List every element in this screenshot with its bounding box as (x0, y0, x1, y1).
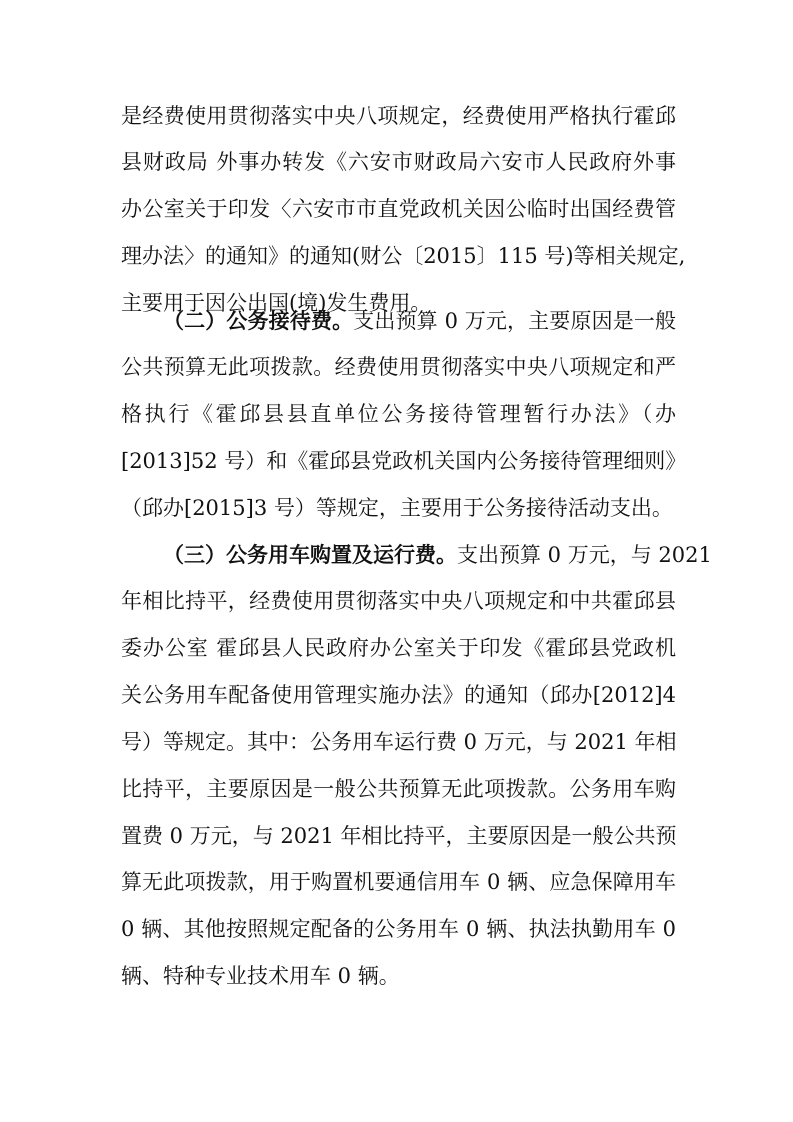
body-line: 格执行《霍邱县县直单位公务接待管理暂行办法》（办 (121, 402, 676, 426)
body-line: 主要用于因公出国(境)发生费用。 (121, 291, 432, 315)
section-three-heading: （三）公务用车购置及运行费。 (163, 542, 457, 567)
section-three-first-line (163, 536, 712, 574)
body-line: 置费 0 万元，与 2021 年相比持平，主要原因是一般公共预 (121, 824, 677, 848)
body-line: 委办公室 霍邱县人民政府办公室关于印发《霍邱县党政机 (121, 636, 676, 660)
body-line: [2013]52 号）和《霍邱县党政机关国内公务接待管理细则》 (121, 449, 687, 473)
body-line: 辆、特种专业技术用车 0 辆。 (121, 964, 400, 988)
section-two-text: 支出预算 0 万元，主要原因是一般 (353, 309, 676, 333)
section-two-first-line (163, 302, 676, 340)
body-line: 比持平，主要原因是一般公共预算无此项拨款。公务用车购 (121, 777, 676, 801)
body-line: 是经费使用贯彻落实中央八项规定，经费使用严格执行霍邱 (121, 104, 676, 128)
section-three-text: 支出预算 0 万元，与 2021 (457, 543, 712, 567)
body-line: （邱办[2015]3 号）等规定，主要用于公务接待活动支出。 (121, 496, 673, 520)
body-line: 公共预算无此项拨款。经费使用贯彻落实中央八项规定和严 (121, 355, 676, 379)
body-line: 理办法〉的通知》的通知(财公〔2015〕115 号)等相关规定, (121, 244, 686, 268)
body-line: 0 辆、其他按照规定配备的公务用车 0 辆、执法执勤用车 0 (121, 917, 676, 941)
body-line: 县财政局 外事办转发《六安市财政局六安市人民政府外事 (121, 150, 676, 174)
section-two-heading: （二）公务接待费。 (163, 308, 354, 333)
body-line: 年相比持平，经费使用贯彻落实中央八项规定和中共霍邱县 (121, 589, 676, 613)
body-line: 办公室关于印发〈六安市市直党政机关因公临时出国经费管 (121, 197, 676, 221)
body-line: 号）等规定。其中：公务用车运行费 0 万元，与 2021 年相 (121, 730, 677, 754)
body-line: 关公务用车配备使用管理实施办法》的通知（邱办[2012]4 (121, 683, 676, 707)
body-line: 算无此项拨款，用于购置机要通信用车 0 辆、应急保障用车 (121, 870, 676, 894)
